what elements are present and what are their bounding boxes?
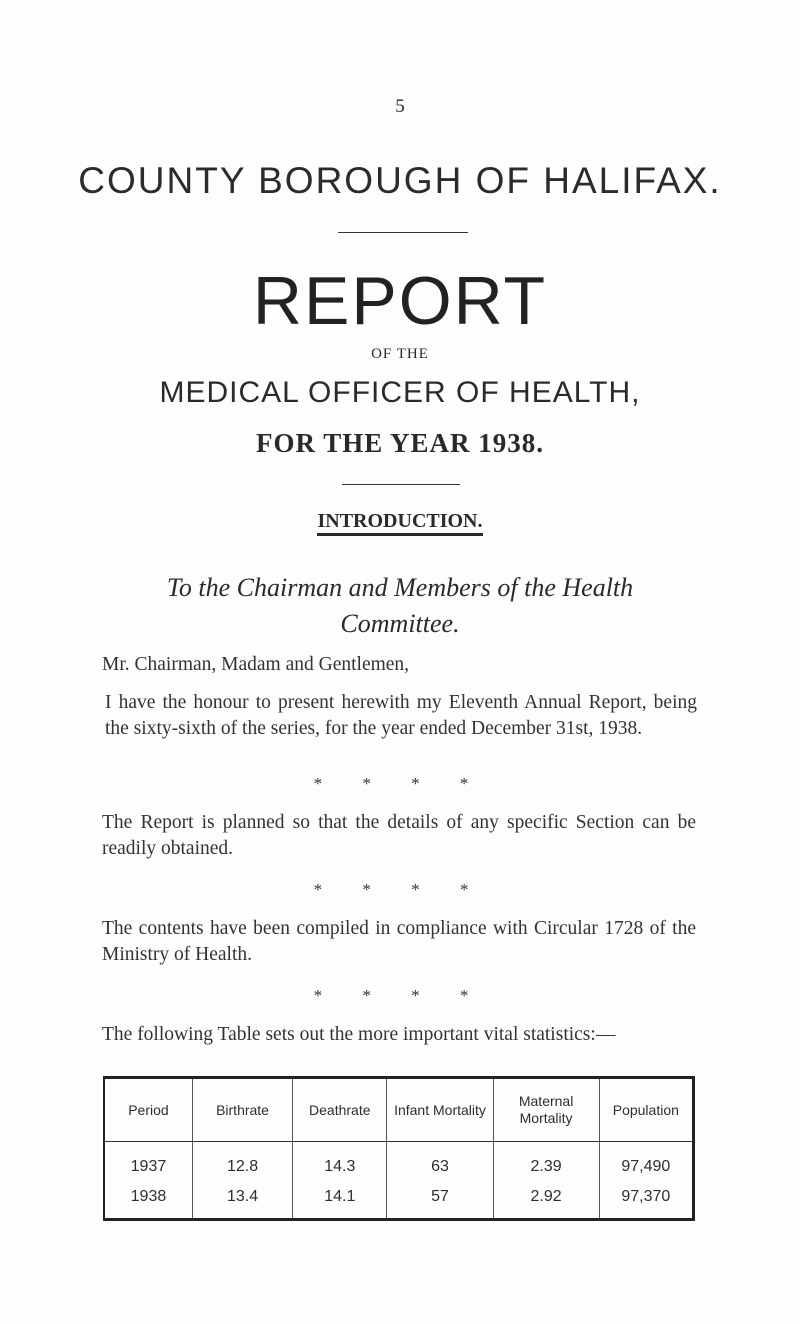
greeting: Mr. Chairman, Madam and Gentlemen,: [102, 654, 410, 675]
header-birthrate: Birthrate: [192, 1078, 292, 1142]
cell-population: 97,370: [599, 1182, 693, 1220]
table-row: [104, 1182, 694, 1220]
paragraph-report-plan: The Report is planned so that the details of any specific Section can be readily obtained.: [102, 812, 696, 859]
page-number: 5: [395, 96, 405, 117]
cell-deathrate: 14.1: [293, 1182, 387, 1220]
cell-period: 1938: [130, 1188, 167, 1205]
of-the-label: OF THE: [371, 346, 429, 362]
header-infant-mortality: Infant Mortality: [387, 1078, 493, 1142]
report-title: REPORT: [252, 263, 548, 339]
introduction-heading-text: INTRODUCTION.: [317, 510, 482, 536]
header-period: Period: [104, 1078, 192, 1142]
cell-maternal-mortality: 2.92: [493, 1182, 599, 1220]
vital-statistics-table: [103, 1076, 695, 1221]
cell-deathrate: 14.3: [293, 1142, 387, 1183]
officer-title: MEDICAL OFFICER OF HEALTH,: [159, 376, 641, 409]
addressee-line-2: Committee.: [340, 609, 460, 638]
table-header-row: [104, 1078, 694, 1142]
divider-rule: [338, 232, 468, 233]
cell-period: 1937: [130, 1158, 167, 1175]
addressee: [0, 570, 800, 642]
header-maternal-mortality: Maternal Mortality: [493, 1078, 599, 1142]
table-row: [104, 1142, 694, 1183]
cell-population: 97,490: [599, 1142, 693, 1183]
asterisk-separator: * * * *: [313, 880, 487, 899]
header-population: Population: [599, 1078, 693, 1142]
cell-infant-mortality: 63: [387, 1142, 493, 1183]
paragraph-table-intro: The following Table sets out the more important vital statistics:—: [102, 1024, 616, 1045]
asterisk-separator: * * * *: [313, 774, 487, 793]
year-title: FOR THE YEAR 1938.: [255, 428, 545, 458]
cell-birthrate: 13.4: [192, 1182, 292, 1220]
asterisk-separator: * * * *: [313, 986, 487, 1005]
addressee-line-1: To the Chairman and Members of the Health: [166, 573, 634, 602]
cell-infant-mortality: 57: [387, 1182, 493, 1220]
county-title: COUNTY BOROUGH OF HALIFAX.: [78, 160, 722, 201]
header-deathrate: Deathrate: [293, 1078, 387, 1142]
paragraph-honour: I have the honour to present herewith my Eleventh Annual Report, being the sixty-sixth of the series, for the year ended December 31st, 1938.: [105, 692, 697, 739]
cell-maternal-mortality: 2.39: [493, 1142, 599, 1183]
introduction-heading: [0, 510, 800, 533]
divider-rule: [342, 484, 460, 485]
paragraph-circular: The contents have been compiled in compliance with Circular 1728 of the Ministry of Health.: [102, 918, 696, 965]
cell-birthrate: 12.8: [192, 1142, 292, 1183]
